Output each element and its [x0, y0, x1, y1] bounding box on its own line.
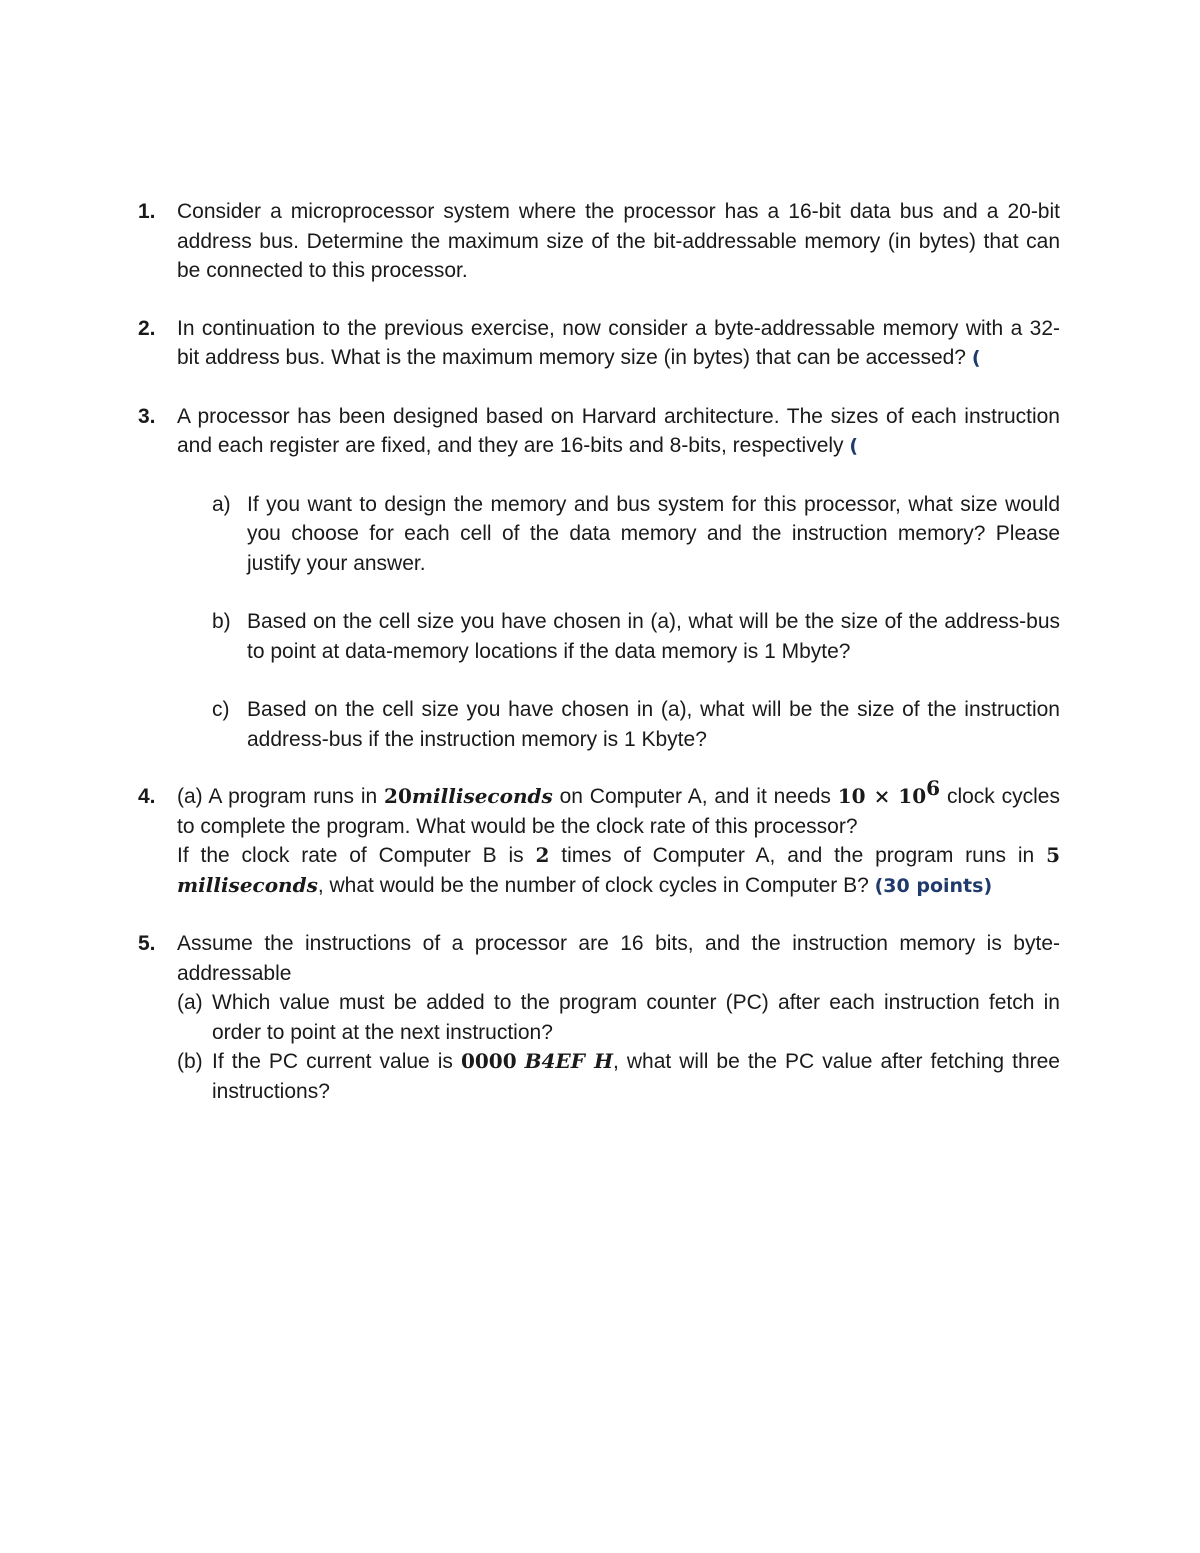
- subquestion-label: c): [212, 698, 230, 721]
- subquestion-text: If you want to design the memory and bus system for this processor, what size would you choose for each cell of the data memory and the instruction memory? Please justify your answer.: [247, 492, 1060, 575]
- subquestion-b: [212, 607, 1060, 666]
- question-number: 3.: [138, 404, 156, 428]
- question-number: 1.: [138, 200, 156, 223]
- open-paren: (: [971, 347, 981, 369]
- question-text: In continuation to the previous exercise, now consider a byte-addressable memory with a 32-bit address bus. What is the maximum memory size (in bytes) that can be accessed?: [177, 316, 1060, 369]
- question-text: Assume the instructions of a processor are 16 bits, and the instruction memory is byte-addressable: [177, 932, 1060, 985]
- math-unit: milliseconds: [411, 784, 553, 808]
- question-2: [138, 314, 1060, 374]
- subquestion-text: Based on the cell size you have chosen in (a), what will be the size of the instruction address-bus if the instruction memory is 1 Kbyte?: [247, 698, 1060, 751]
- question-3: [138, 402, 1060, 755]
- question-number: 5.: [138, 932, 156, 955]
- question-text: A processor has been designed based on Harvard architecture. The sizes of each instruction and each register are fixed, and they are 16-bits and 8-bits, respectively: [177, 404, 1060, 457]
- math-hex: B4EF H: [524, 1049, 613, 1073]
- part-label: (b): [177, 1050, 203, 1073]
- question-text: If the clock rate of Computer B is: [177, 844, 524, 867]
- part-a: [177, 988, 1060, 1047]
- math-value: 2: [535, 843, 550, 867]
- part-text: Which value must be added to the program counter (PC) after each instruction fetch in order to point at the next instruction?: [212, 991, 1060, 1044]
- math-value: 20: [384, 784, 412, 808]
- math-exponent: 6: [926, 776, 941, 800]
- question-5: [138, 929, 1060, 1106]
- question-text: times of Computer A, and the program runs in: [561, 844, 1035, 867]
- question-text: (a) A program runs in: [177, 785, 378, 808]
- subquestion-label: b): [212, 610, 231, 633]
- question-text: Consider a microprocessor system where the processor has a 16-bit data bus and a 20-bit address bus. Determine the maximum size of the bit-addressable memory (in bytes) that can be connected to this processor.: [177, 200, 1060, 282]
- math-value: 0000: [460, 1049, 517, 1073]
- math-unit: milliseconds: [177, 872, 318, 897]
- math-value: 10 × 10: [837, 784, 927, 808]
- subquestion-a: [212, 490, 1060, 579]
- question-text: clock cycles to complete the program. What would be the clock rate of this processor?: [177, 785, 1060, 838]
- subquestion-c: [212, 695, 1060, 754]
- question-number: 2.: [138, 316, 156, 340]
- question-list: [138, 197, 1060, 1106]
- points-label: (30 points): [874, 874, 993, 897]
- subquestion-label: a): [212, 492, 231, 516]
- part-text: , what will be the PC value after fetching three instructions?: [212, 1050, 1060, 1103]
- open-paren: (: [849, 435, 859, 457]
- question-4: [138, 776, 1060, 901]
- part-b: [177, 1047, 1060, 1106]
- subquestion-text: Based on the cell size you have chosen in (a), what will be the size of the address-bus to point at data-memory locations if the data memory is 1 Mbyte?: [247, 610, 1060, 663]
- part-text: If the PC current value is: [212, 1050, 453, 1073]
- question-text: , what would be the number of clock cycles in Computer B?: [317, 873, 869, 897]
- question-number: 4.: [138, 785, 156, 808]
- part-label: (a): [177, 991, 203, 1014]
- question-text: on Computer A, and it needs: [559, 785, 831, 808]
- math-value: 5: [1046, 843, 1060, 867]
- question-1: [138, 197, 1060, 286]
